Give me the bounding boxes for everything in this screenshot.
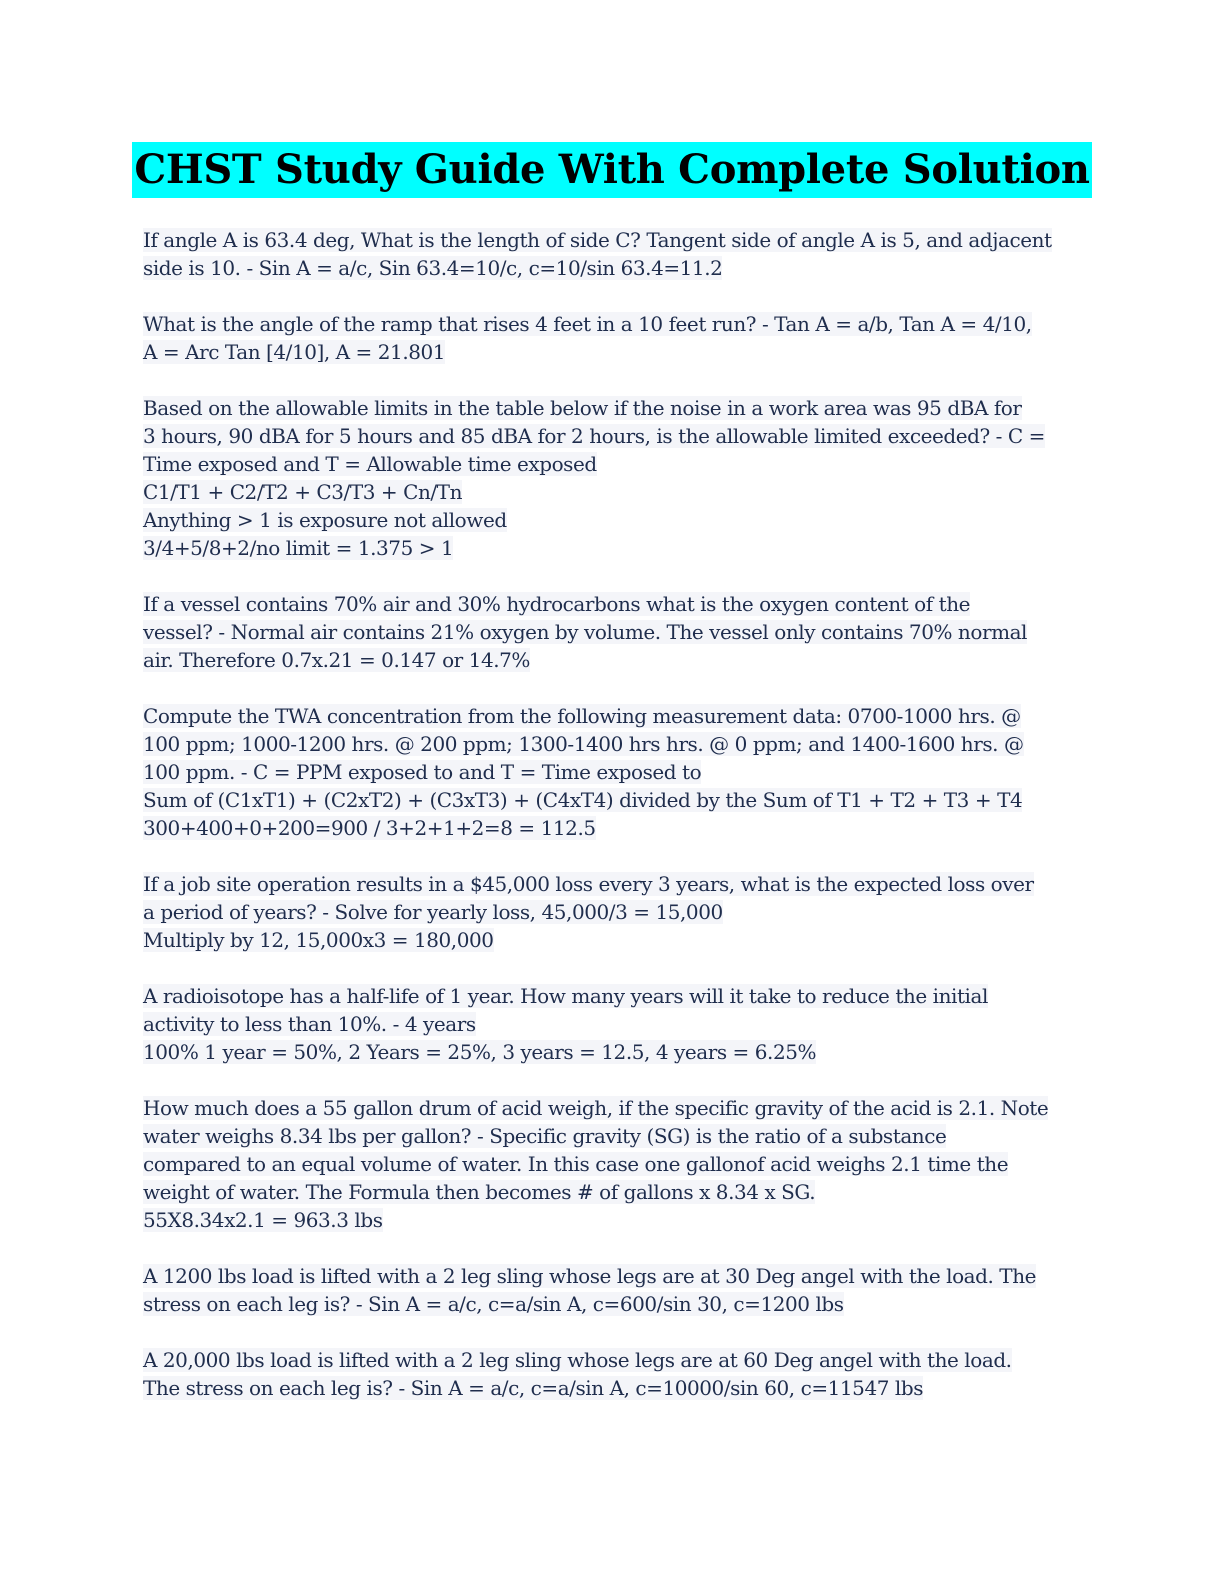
qa-line-text: a period of years? - Solve for yearly loss, 45,000/3 = 15,000 bbox=[143, 900, 723, 924]
title-container bbox=[0, 142, 1224, 198]
qa-line-text: The stress on each leg is? - Sin A = a/c, c=a/sin A, c=10000/sin 60, c=11547 lbs bbox=[143, 1376, 924, 1400]
qa-line-text: Compute the TWA concentration from the following measurement data: 0700-1000 hrs. @ bbox=[143, 704, 1021, 728]
qa-line bbox=[143, 394, 1083, 422]
qa-line bbox=[143, 506, 1083, 534]
qa-line-text: A radioisotope has a half-life of 1 year. How many years will it take to reduce the initial bbox=[143, 984, 988, 1008]
qa-item bbox=[143, 982, 1083, 1066]
qa-line-text: A = Arc Tan [4/10], A = 21.801 bbox=[143, 340, 446, 364]
qa-line-text: Anything > 1 is exposure not allowed bbox=[143, 508, 507, 532]
qa-item bbox=[143, 394, 1083, 562]
qa-line-text: Time exposed and T = Allowable time exposed bbox=[143, 452, 597, 476]
qa-line-text: If a vessel contains 70% air and 30% hydrocarbons what is the oxygen content of the bbox=[143, 592, 971, 616]
qa-line bbox=[143, 1346, 1083, 1374]
qa-line bbox=[143, 1374, 1083, 1402]
qa-line bbox=[143, 310, 1083, 338]
qa-line-text: A 20,000 lbs load is lifted with a 2 leg sling whose legs are at 60 Deg angel with the load. bbox=[143, 1348, 1012, 1372]
qa-line-text: 3 hours, 90 dBA for 5 hours and 85 dBA for 2 hours, is the allowable limited exceeded? - C = bbox=[143, 424, 1045, 448]
qa-line-text: A 1200 lbs load is lifted with a 2 leg sling whose legs are at 30 Deg angel with the load. The bbox=[143, 1264, 1037, 1288]
qa-line bbox=[143, 1178, 1083, 1206]
qa-line-text: activity to less than 10%. - 4 years bbox=[143, 1012, 476, 1036]
qa-line bbox=[143, 254, 1083, 282]
qa-line-text: Sum of (C1xT1) + (C2xT2) + (C3xT3) + (C4xT4) divided by the Sum of T1 + T2 + T3 + T4 bbox=[143, 788, 1023, 812]
qa-line bbox=[143, 730, 1083, 758]
qa-line bbox=[143, 226, 1083, 254]
qa-line bbox=[143, 422, 1083, 450]
qa-line-text: side is 10. - Sin A = a/c, Sin 63.4=10/c, c=10/sin 63.4=11.2 bbox=[143, 256, 723, 280]
qa-line-text: Multiply by 12, 15,000x3 = 180,000 bbox=[143, 928, 494, 952]
qa-line-text: 3/4+5/8+2/no limit = 1.375 > 1 bbox=[143, 536, 454, 560]
qa-line bbox=[143, 926, 1083, 954]
qa-item bbox=[143, 702, 1083, 842]
qa-line bbox=[143, 1094, 1083, 1122]
qa-line-text: 300+400+0+200=900 / 3+2+1+2=8 = 112.5 bbox=[143, 816, 596, 840]
qa-line bbox=[143, 786, 1083, 814]
qa-line bbox=[143, 1262, 1083, 1290]
qa-line-text: How much does a 55 gallon drum of acid weigh, if the specific gravity of the acid is 2.1. Note bbox=[143, 1096, 1049, 1120]
qa-line-text: 100 ppm; 1000-1200 hrs. @ 200 ppm; 1300-1400 hrs hrs. @ 0 ppm; and 1400-1600 hrs. @ bbox=[143, 732, 1024, 756]
qa-line bbox=[143, 898, 1083, 926]
qa-line-text: 100% 1 year = 50%, 2 Years = 25%, 3 years = 12.5, 4 years = 6.25% bbox=[143, 1040, 817, 1064]
qa-line-text: Based on the allowable limits in the table below if the noise in a work area was 95 dBA for bbox=[143, 396, 1022, 420]
qa-line bbox=[143, 1290, 1083, 1318]
qa-line-text: stress on each leg is? - Sin A = a/c, c=a/sin A, c=600/sin 30, c=1200 lbs bbox=[143, 1292, 844, 1316]
qa-line bbox=[143, 1206, 1083, 1234]
document-title: CHST Study Guide With Complete Solution bbox=[132, 142, 1091, 198]
qa-line bbox=[143, 870, 1083, 898]
qa-line bbox=[143, 1150, 1083, 1178]
qa-item bbox=[143, 226, 1083, 282]
qa-line-text: water weighs 8.34 lbs per gallon? - Specific gravity (SG) is the ratio of a substance bbox=[143, 1124, 947, 1148]
qa-line bbox=[143, 1038, 1083, 1066]
qa-line-text: 100 ppm. - C = PPM exposed to and T = Time exposed to bbox=[143, 760, 702, 784]
qa-item bbox=[143, 1262, 1083, 1318]
qa-line bbox=[143, 646, 1083, 674]
qa-line bbox=[143, 702, 1083, 730]
qa-line-text: What is the angle of the ramp that rises 4 feet in a 10 feet run? - Tan A = a/b, Tan A = 4/10, bbox=[143, 312, 1032, 336]
qa-line-text: If a job site operation results in a $45,000 loss every 3 years, what is the expected loss over bbox=[143, 872, 1034, 896]
qa-line bbox=[143, 814, 1083, 842]
qa-line-text: air. Therefore 0.7x.21 = 0.147 or 14.7% bbox=[143, 648, 530, 672]
qa-list bbox=[143, 226, 1083, 1430]
qa-line bbox=[143, 1122, 1083, 1150]
qa-item bbox=[143, 310, 1083, 366]
qa-line-text: vessel? - Normal air contains 21% oxygen by volume. The vessel only contains 70% normal bbox=[143, 620, 1028, 644]
qa-line-text: 55X8.34x2.1 = 963.3 lbs bbox=[143, 1208, 383, 1232]
qa-line bbox=[143, 338, 1083, 366]
qa-line bbox=[143, 758, 1083, 786]
qa-line bbox=[143, 618, 1083, 646]
qa-line bbox=[143, 1010, 1083, 1038]
qa-item bbox=[143, 1346, 1083, 1402]
qa-line bbox=[143, 450, 1083, 478]
qa-line-text: C1/T1 + C2/T2 + C3/T3 + Cn/Tn bbox=[143, 480, 463, 504]
qa-item bbox=[143, 870, 1083, 954]
qa-line bbox=[143, 534, 1083, 562]
qa-line-text: weight of water. The Formula then becomes # of gallons x 8.34 x SG. bbox=[143, 1180, 816, 1204]
qa-item bbox=[143, 590, 1083, 674]
qa-line bbox=[143, 590, 1083, 618]
qa-line bbox=[143, 982, 1083, 1010]
qa-line-text: compared to an equal volume of water. In this case one gallonof acid weighs 2.1 time the bbox=[143, 1152, 1009, 1176]
qa-line bbox=[143, 478, 1083, 506]
qa-line-text: If angle A is 63.4 deg, What is the length of side C? Tangent side of angle A is 5, and adjacent bbox=[143, 228, 1052, 252]
qa-item bbox=[143, 1094, 1083, 1234]
